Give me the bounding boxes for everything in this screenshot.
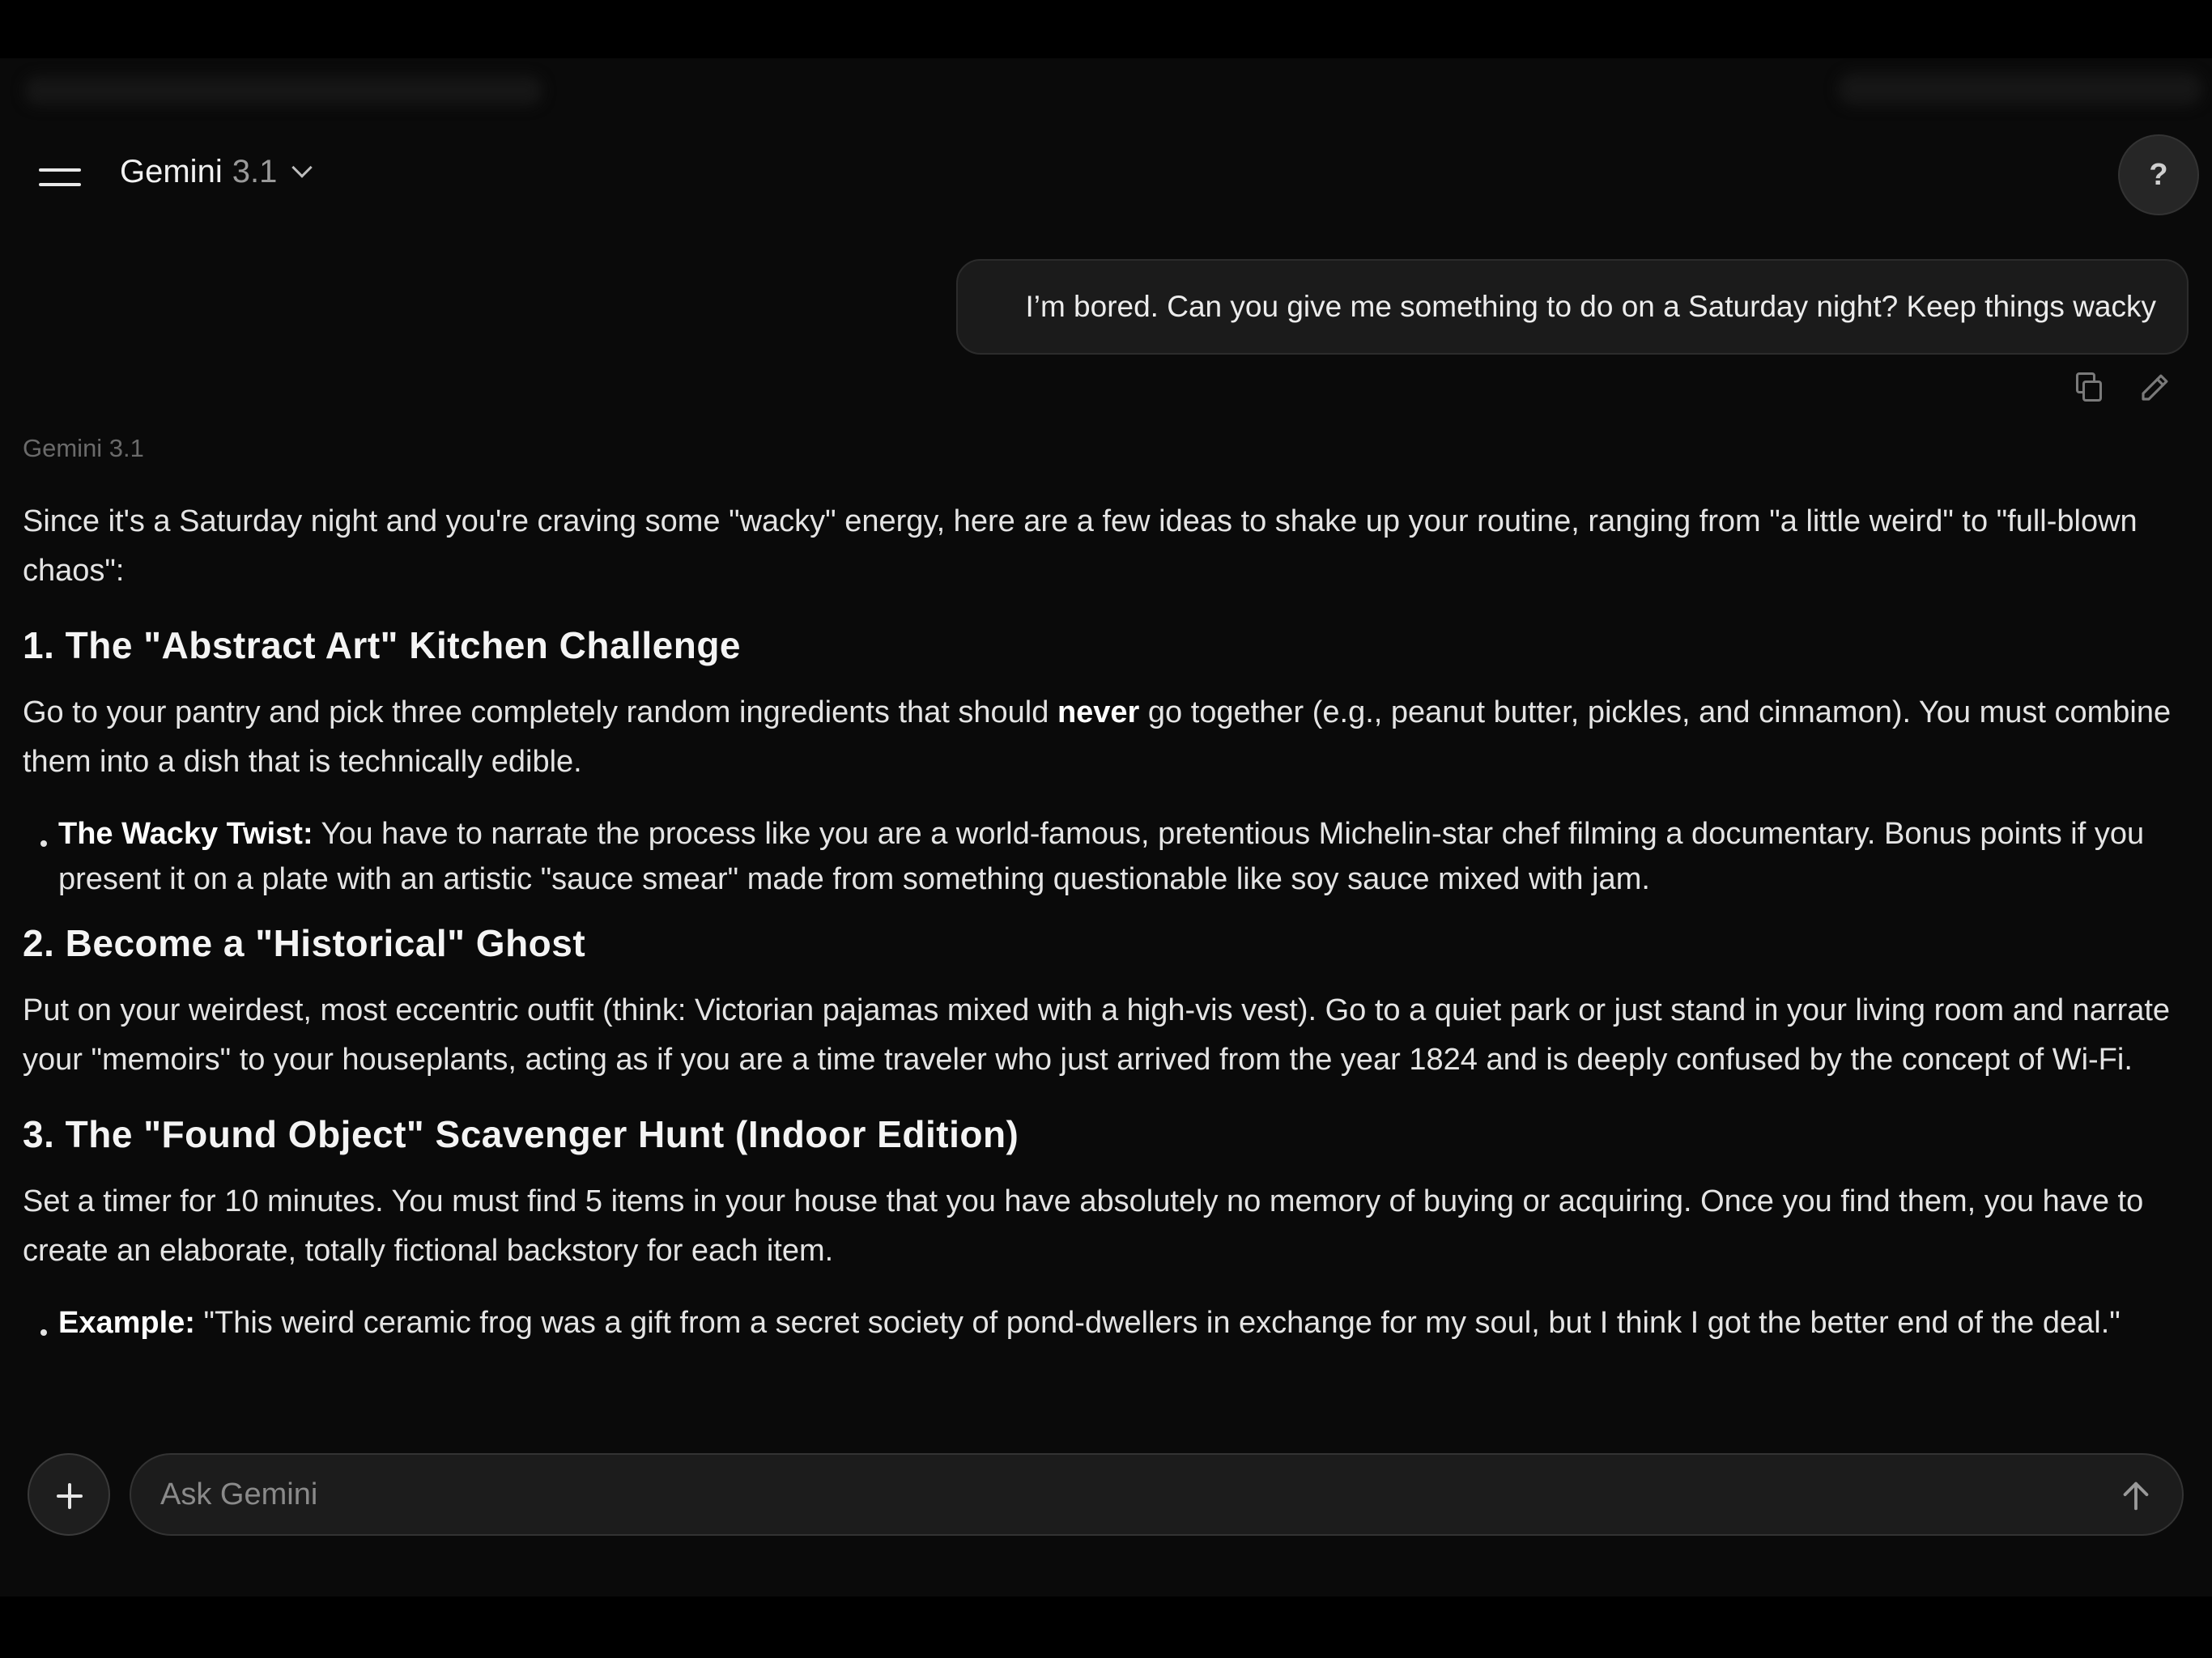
response-model-label: Gemini 3.1 [23,434,144,462]
user-message-text: I’m bored. Can you give me something to do on a Saturday night? Keep things wacky [1025,290,2156,323]
chevron-down-icon [292,157,313,177]
top-bezel [0,0,2212,58]
section-paragraph: Go to your pantry and pick three completely random ingredients that should never go together (e.g., peanut butter, pickles, and cinnamon). You must combine them into a dish that is technically edible. [23,695,2172,779]
send-button[interactable] [2117,1477,2155,1515]
hamburger-menu-icon [39,168,81,172]
menu-button[interactable] [23,149,96,206]
section-heading: 1. The "Abstract Art" Kitchen Challenge [23,624,742,666]
blurred-status-left [24,76,542,105]
prompt-input-container [130,1453,2184,1536]
add-attachment-button[interactable] [28,1453,110,1536]
message-actions [2073,371,2172,405]
assistant-response [23,434,2193,1365]
help-button[interactable]: ? [2118,134,2199,215]
model-selector[interactable] [120,154,309,190]
section-heading: 3. The "Found Object" Scavenger Hunt (Indoor Edition) [23,1113,1019,1155]
user-message-bubble [956,259,2189,355]
bottom-bezel [0,1596,2212,1658]
section-paragraph: Set a timer for 10 minutes. You must find 5 items in your house that you have absolutely no memory of buying or acquiring. Once you find them, you have to create an elaborate, totally fictional backstory for each item. [23,1184,2144,1268]
prompt-input[interactable] [160,1477,2023,1512]
blurred-status-right [1838,73,2202,105]
pencil-icon[interactable] [2138,371,2172,405]
section-paragraph: Put on your weirdest, most eccentric outfit (think: Victorian pajamas mixed with a high-vis vest). Go to a quiet park or just stand in your living room and narrate your "memoirs" to your houseplants, acting as if you are a time traveler who just arrived from the year 1824 and is deeply confused by the concept of Wi-Fi. [23,993,2171,1077]
model-version: 3.1 [232,154,278,189]
copy-icon[interactable] [2073,371,2107,405]
list-item: Example: "This weird ceramic frog was a gift from a secret society of pond-dwellers in exchange for my soul, but I think I got the better end of the deal." [23,1300,2193,1346]
section-heading: 2. Become a "Historical" Ghost [23,922,586,964]
response-intro: Since it's a Saturday night and you're craving some "wacky" energy, here are a few ideas to shake up your routine, ranging from "a little weird" to "full-blown chaos": [23,504,2138,588]
arrow-up-icon [2117,1477,2155,1515]
model-name: Gemini [120,154,223,189]
list-item: The Wacky Twist: You have to narrate the process like you are a world-famous, pretentious Michelin-star chef filming a documentary. Bonus points if you present it on a plate with an artistic "sauce smear" made from something questionable like soy sauce mixed with jam. [23,811,2193,902]
